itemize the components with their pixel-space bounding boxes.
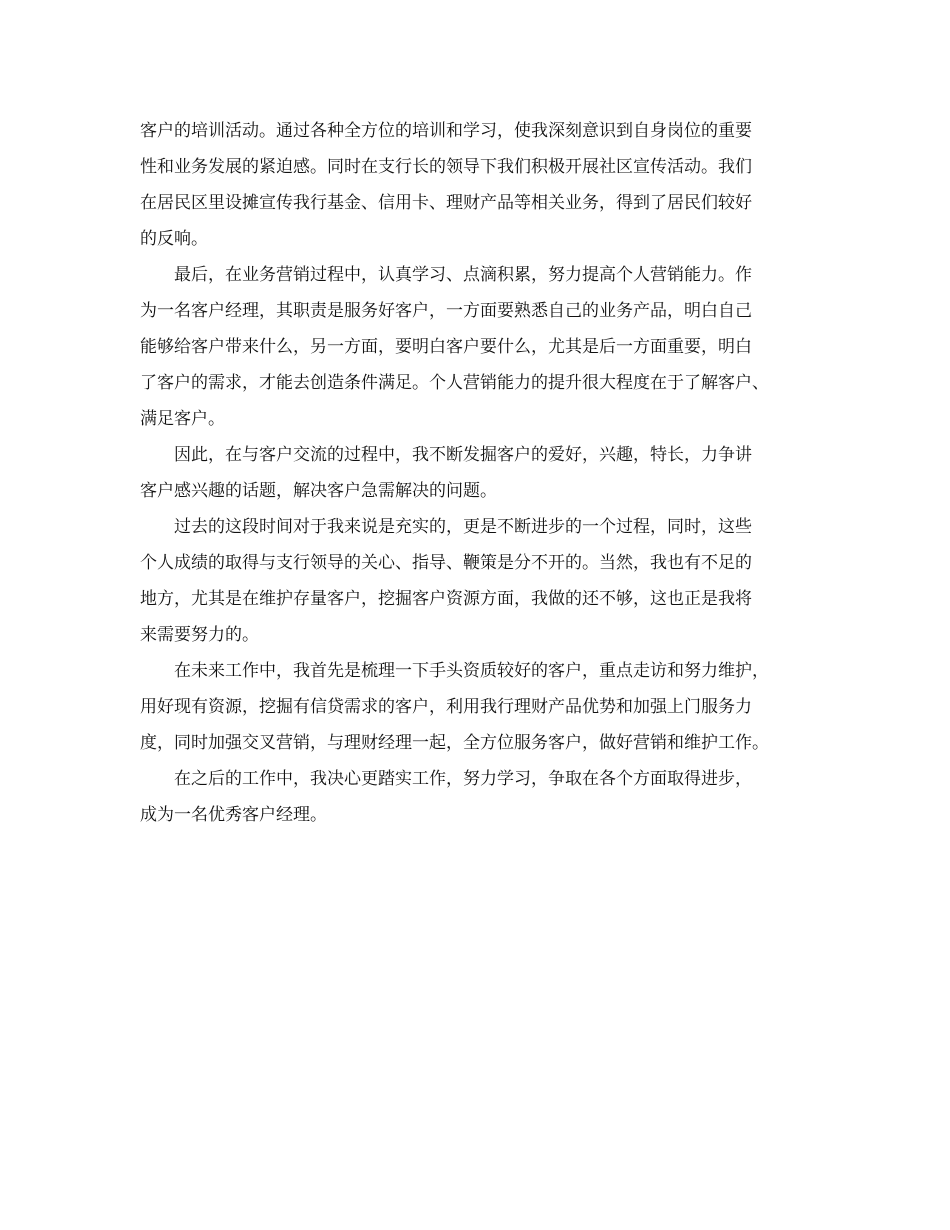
text-line: 性和业务发展的紧迫感。同时在支行长的领导下我们积极开展社区宣传活动。我们 <box>140 157 752 177</box>
text-line: 满足客户。 <box>140 409 225 429</box>
text-line: 成为一名优秀客户经理。 <box>140 805 327 825</box>
text-line: 用好现有资源，挖掘有信贷需求的客户，利用我行理财产品优势和加强上门服务力 <box>140 697 752 717</box>
text-line: 地方，尤其是在维护存量客户，挖掘客户资源方面，我做的还不够，这也正是我将 <box>140 589 752 609</box>
paragraph <box>140 761 820 833</box>
text-line: 个人成绩的取得与支行领导的关心、指导、鞭策是分不开的。当然，我也有不足的 <box>140 553 752 573</box>
text-line: 在之后的工作中，我决心更踏实工作，努力学习，争取在各个方面取得进步， <box>174 769 752 789</box>
text-line: 的反响。 <box>140 229 208 249</box>
text-line: 最后，在业务营销过程中，认真学习、点滴积累，努力提高个人营销能力。作 <box>174 265 752 285</box>
paragraph <box>140 437 820 509</box>
document-body <box>140 113 820 833</box>
text-line: 在未来工作中，我首先是梳理一下手头资质较好的客户，重点走访和努力维护， <box>174 661 769 681</box>
paragraph <box>140 653 820 761</box>
paragraph <box>140 509 820 653</box>
text-line: 在居民区里设摊宣传我行基金、信用卡、理财产品等相关业务，得到了居民们较好 <box>140 193 752 213</box>
text-line: 为一名客户经理，其职责是服务好客户，一方面要熟悉自己的业务产品，明白自己 <box>140 301 752 321</box>
text-line: 度，同时加强交叉营销，与理财经理一起，全方位服务客户，做好营销和维护工作。 <box>140 733 769 753</box>
text-line: 因此，在与客户交流的过程中，我不断发掘客户的爱好，兴趣，特长，力争讲 <box>174 445 752 465</box>
text-line: 了客户的需求，才能去创造条件满足。个人营销能力的提升很大程度在于了解客户、 <box>140 373 769 393</box>
text-line: 过去的这段时间对于我来说是充实的，更是不断进步的一个过程，同时，这些 <box>174 517 752 537</box>
text-line: 客户感兴趣的话题，解决客户急需解决的问题。 <box>140 481 497 501</box>
text-line: 客户的培训活动。通过各种全方位的培训和学习，使我深刻意识到自身岗位的重要 <box>140 121 752 141</box>
text-line: 来需要努力的。 <box>140 625 259 645</box>
paragraph <box>140 257 820 437</box>
text-line: 能够给客户带来什么，另一方面，要明白客户要什么，尤其是后一方面重要，明白 <box>140 337 752 357</box>
paragraph <box>140 113 820 257</box>
